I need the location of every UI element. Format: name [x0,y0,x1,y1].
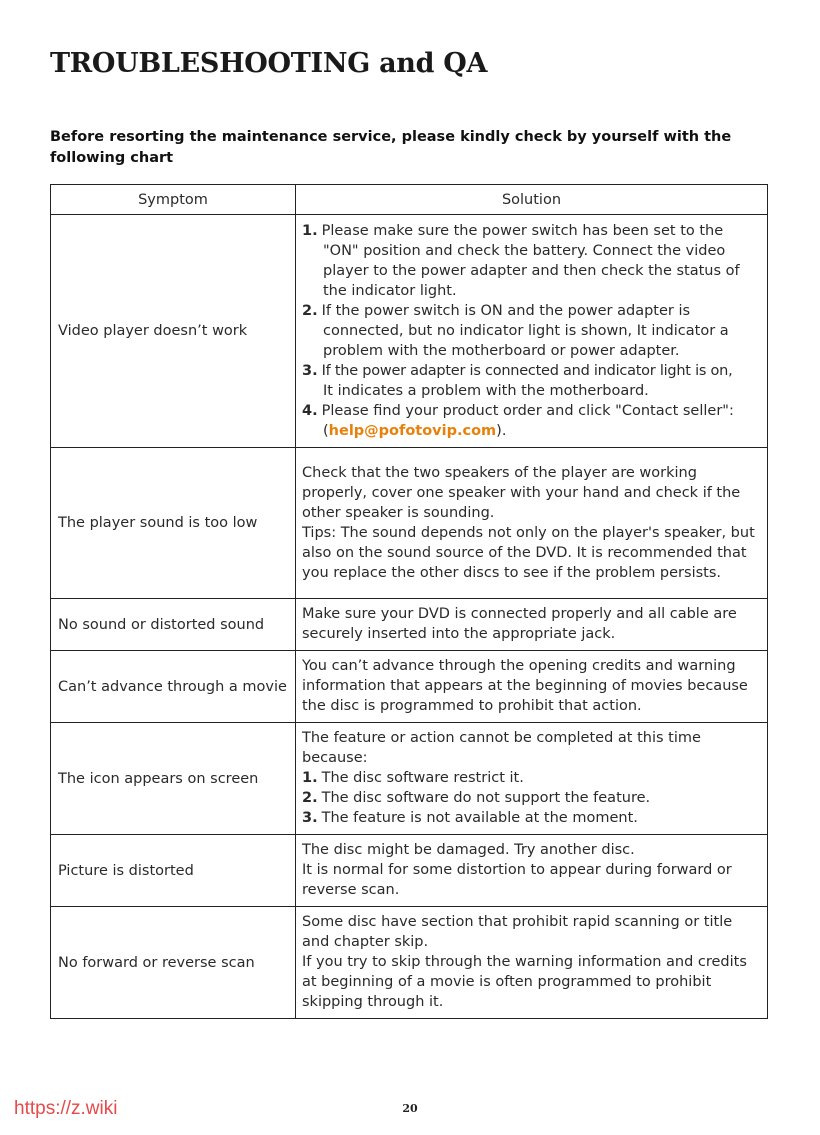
page-title: TROUBLESHOOTING and QA [50,48,488,79]
solution-cell: Make sure your DVD is connected properly and all cable are securely inserted into the appropriate jack. [296,599,768,651]
step-text: The feature is not available at the moment. [321,810,638,826]
symptom-cell: No forward or reverse scan [51,907,296,1019]
solution-step [302,768,763,788]
table-row [51,835,768,907]
solution-step [302,401,763,421]
step-number: 2. [302,790,318,806]
solution-lead: The feature or action cannot be completed at this time because: [302,730,701,766]
step-text: If the power adapter is connected and indicator light is on, [321,362,733,379]
step-text: The disc software do not support the feature. [321,790,651,806]
solution-cell [296,723,768,835]
table-row [51,723,768,835]
step-number: 2. [302,302,318,319]
intro-text: Before resorting the maintenance service, please kindly check by yourself with the following chart [50,129,732,166]
step-number: 3. [302,810,318,826]
header-symptom: Symptom [51,185,296,215]
watermark-link[interactable]: https://z.wiki [14,1098,118,1119]
step-text: If the power switch is ON and the power adapter is [321,302,691,319]
table-row [51,907,768,1019]
symptom-cell: The icon appears on screen [51,723,296,835]
header-solution: Solution [296,185,768,215]
step-number: 1. [302,770,318,786]
symptom-cell: No sound or distorted sound [51,599,296,651]
step-number: 4. [302,402,318,419]
solution-step [302,361,763,381]
step-text: The disc software restrict it. [321,770,524,786]
table-row [51,651,768,723]
solution-cell: You can’t advance through the opening credits and warning information that appears at the beginning of movies because the disc is programmed to prohibit that action. [296,651,768,723]
solution-cell: Check that the two speakers of the player are working properly, cover one speaker with your hand and check if the other speaker is sounding. Tips: The sound depends not only on the player's speaker, but also on the sound source of the DVD. It is recommended that you replace the other discs to see if the problem persists. [296,448,768,599]
solution-step [302,301,763,321]
symptom-cell: Picture is distorted [51,835,296,907]
paren-close: ). [496,422,507,439]
symptom-cell: Can’t advance through a movie [51,651,296,723]
symptom-cell: The player sound is too low [51,448,296,599]
step-number: 3. [302,362,318,379]
solution-step [302,788,763,808]
solution-step [302,808,763,828]
solution-cell: The disc might be damaged. Try another disc. It is normal for some distortion to appear during forward or reverse scan. [296,835,768,907]
step-text-continued: "ON" position and check the battery. Connect the video player to the power adapter and then check the status of the indicator light. [323,242,740,299]
table-row [51,448,768,599]
step-text-continued [302,421,763,441]
page-number: 20 [402,1102,418,1115]
solution-step [302,221,763,241]
step-number: 1. [302,222,318,239]
step-text-continued: It indicates a problem with the motherboard. [323,382,649,399]
step-text: Please make sure the power switch has been set to the [321,222,724,239]
paren-open: ( [323,422,329,439]
support-email-link[interactable]: help@pofotovip.com [328,422,497,439]
step-text-continued: connected, but no indicator light is shown, It indicator a problem with the motherboard or power adapter. [323,322,729,359]
table-header-row [51,185,768,215]
solution-cell [296,215,768,448]
symptom-cell: Video player doesn’t work [51,215,296,448]
table-row [51,599,768,651]
table-row [51,215,768,448]
solution-cell: Some disc have section that prohibit rapid scanning or title and chapter skip. If you try to skip through the warning information and credits at beginning of a movie is often programmed to prohibit skipping through it. [296,907,768,1019]
step-text: Please find your product order and click "Contact seller": [321,402,734,419]
troubleshooting-table [50,184,768,1019]
